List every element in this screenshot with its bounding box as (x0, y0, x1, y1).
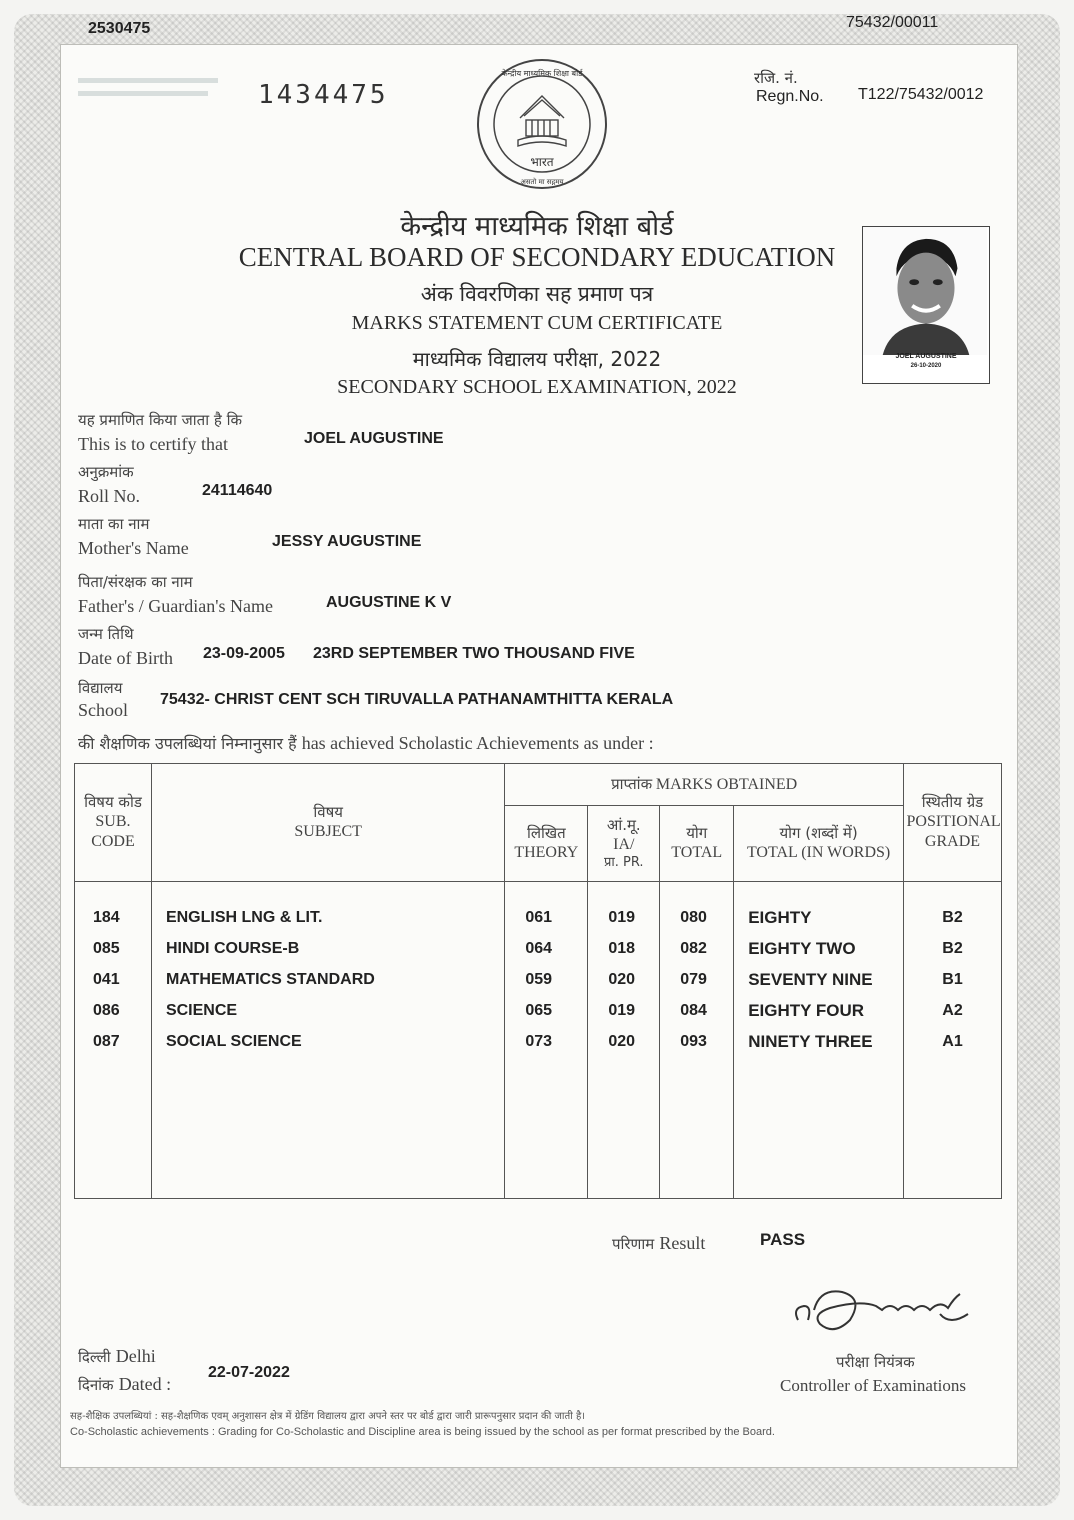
theory-mark: 061 (525, 909, 553, 926)
total-mark: 093 (680, 1033, 707, 1050)
achievement-hindi: की शैक्षणिक उपलब्धियां निम्नानुसार हैं (78, 734, 297, 753)
regn-label-hindi: रजि. नं. (754, 69, 798, 87)
total-in-words: EIGHTY FOUR (748, 1001, 865, 1020)
regn-label: Regn.No. (756, 88, 824, 105)
school-name: 75432- CHRIST CENT SCH TIRUVALLA PATHANAMTHITTA KERALA (160, 691, 674, 708)
achievement-line (78, 732, 654, 754)
issue-date: 22-07-2022 (208, 1364, 290, 1381)
theory-mark: 064 (525, 940, 553, 957)
svg-text:भारत: भारत (530, 155, 554, 169)
dob-label-hindi: जन्म तिथि (78, 625, 134, 643)
certify-label-hindi: यह प्रमाणित किया जाता है कि (78, 411, 242, 429)
school-label: School (78, 700, 129, 720)
student-photo (862, 226, 990, 384)
ia-mark: 019 (608, 909, 636, 926)
col-total-words: योग (शब्दों में) TOTAL (IN WORDS) (734, 806, 904, 882)
total-in-words: SEVENTY NINE (748, 970, 873, 989)
total-mark: 080 (680, 909, 707, 926)
board-name: CENTRAL BOARD OF SECONDARY EDUCATION (238, 242, 836, 272)
svg-text:केन्द्रीय माध्यमिक शिक्षा बोर्: केन्द्रीय माध्यमिक शिक्षा बोर्ड (501, 69, 583, 78)
subject-name: HINDI COURSE-B (165, 940, 300, 957)
subject-code: 085 (93, 940, 120, 957)
positional-grade: B2 (942, 909, 963, 926)
place: दिल्ली Delhi (78, 1346, 156, 1366)
col-ia: आं.मू. IA/ प्रा. PR. (588, 806, 660, 882)
student-name: JOEL AUGUSTINE (304, 430, 444, 447)
total-in-words: EIGHTY TWO (748, 939, 856, 958)
portrait-image (863, 227, 987, 355)
mother-name: JESSY AUGUSTINE (272, 533, 422, 550)
controller-label-hindi: परीक्षा नियंत्रक (836, 1353, 915, 1371)
photo-caption-date: 26-10-2020 (910, 363, 942, 369)
dob-words: 23RD SEPTEMBER TWO THOUSAND FIVE (313, 645, 635, 662)
dob-label: Date of Birth (78, 648, 173, 668)
theory-mark: 059 (525, 971, 553, 988)
father-name: AUGUSTINE K V (326, 594, 452, 611)
serial-top-right: 75432/00011 (846, 14, 939, 31)
svg-text:असतो मा सद्गमय: असतो मा सद्गमय (520, 178, 564, 186)
regn-number: T122/75432/0012 (858, 86, 984, 103)
footnote-english: Co-Scholastic achievements : Grading for Co-Scholastic and Discipline area is being issued by the school as per format prescribed by the Board. (70, 1426, 775, 1438)
words-column (734, 882, 904, 1199)
table-body-row (75, 882, 1002, 1199)
subject-code: 087 (93, 1033, 120, 1050)
cbse-seal-logo (474, 56, 610, 192)
ia-column (588, 882, 660, 1199)
ia-mark: 020 (608, 1033, 636, 1050)
footnote-hindi: सह-शैक्षिक उपलब्धियां : सह-शैक्षणिक एवम् अनुशासन क्षेत्र में ग्रेडिंग विद्यालय द्वारा अपने स्तर पर बोर्ड द्वारा जारी प्रारूपनुसार प्रदान की जाती है। (70, 1411, 586, 1422)
doc-title-hindi: अंक विवरणिका सह प्रमाण पत्र (420, 282, 654, 306)
exam-title-hindi: माध्यमिक विद्यालय परीक्षा, 2022 (412, 347, 662, 371)
photo-caption-name: JOEL AUGUSTINE (895, 353, 957, 360)
doc-title: MARKS STATEMENT CUM CERTIFICATE (351, 312, 723, 334)
total-column (660, 882, 734, 1199)
result-value: PASS (760, 1230, 806, 1249)
roll-label: Roll No. (78, 486, 141, 506)
certificate-number: 1434475 (258, 80, 389, 110)
codes-column (75, 882, 152, 1199)
controller-signature (790, 1280, 980, 1342)
dated-label: दिनांक Dated : (78, 1374, 172, 1394)
col-sub-code: विषय कोड SUB. CODE (75, 764, 152, 882)
board-name-hindi: केन्द्रीय माध्यमिक शिक्षा बोर्ड (400, 211, 674, 242)
total-mark: 082 (680, 940, 707, 957)
theory-column (505, 882, 588, 1199)
achievement-english: has achieved Scholastic Achievements as under : (301, 733, 654, 753)
total-in-words: EIGHTY (748, 908, 812, 927)
faded-stamp (78, 72, 228, 106)
father-label-hindi: पिता/संरक्षक का नाम (78, 573, 193, 591)
ia-mark: 019 (608, 1002, 636, 1019)
controller-label: Controller of Examinations (780, 1376, 967, 1395)
col-subject: विषय SUBJECT (151, 764, 504, 882)
total-mark: 079 (680, 971, 707, 988)
subject-code: 041 (93, 971, 120, 988)
subject-code: 184 (93, 909, 120, 926)
exam-title: SECONDARY SCHOOL EXAMINATION, 2022 (337, 376, 737, 398)
subject-name: SCIENCE (165, 1002, 238, 1019)
table-header-row (75, 764, 1002, 806)
grades-column (903, 882, 1001, 1199)
total-mark: 084 (680, 1002, 707, 1019)
marks-table (74, 763, 1002, 1199)
positional-grade: A2 (942, 1002, 963, 1019)
roll-label-hindi: अनुक्रमांक (78, 463, 134, 481)
theory-mark: 073 (525, 1033, 553, 1050)
col-theory: लिखित THEORY (505, 806, 588, 882)
positional-grade: B2 (942, 940, 963, 957)
subject-code: 086 (93, 1002, 120, 1019)
roll-number: 24114640 (202, 482, 273, 499)
positional-grade: A1 (942, 1033, 963, 1050)
col-positional-grade: स्थितीय ग्रेड POSITIONAL GRADE (903, 764, 1001, 882)
col-marks-obtained: प्राप्तांक MARKS OBTAINED (505, 764, 904, 806)
ia-mark: 018 (608, 940, 636, 957)
subject-name: ENGLISH LNG & LIT. (165, 909, 323, 926)
dob-value: 23-09-2005 (203, 645, 285, 662)
positional-grade: B1 (942, 971, 963, 988)
result-label: परिणाम Result (612, 1233, 706, 1253)
subjects-column (151, 882, 504, 1199)
mother-label: Mother's Name (78, 538, 189, 558)
mother-label-hindi: माता का नाम (78, 515, 150, 533)
subject-name: SOCIAL SCIENCE (165, 1033, 302, 1050)
total-in-words: NINETY THREE (748, 1032, 873, 1051)
ia-mark: 020 (608, 971, 636, 988)
father-label: Father's / Guardian's Name (78, 596, 273, 616)
certify-label: This is to certify that (78, 434, 228, 454)
col-total: योग TOTAL (660, 806, 734, 882)
subject-name: MATHEMATICS STANDARD (165, 971, 375, 988)
serial-top-left: 2530475 (88, 20, 151, 37)
school-label-hindi: विद्यालय (78, 679, 123, 697)
theory-mark: 065 (525, 1002, 553, 1019)
